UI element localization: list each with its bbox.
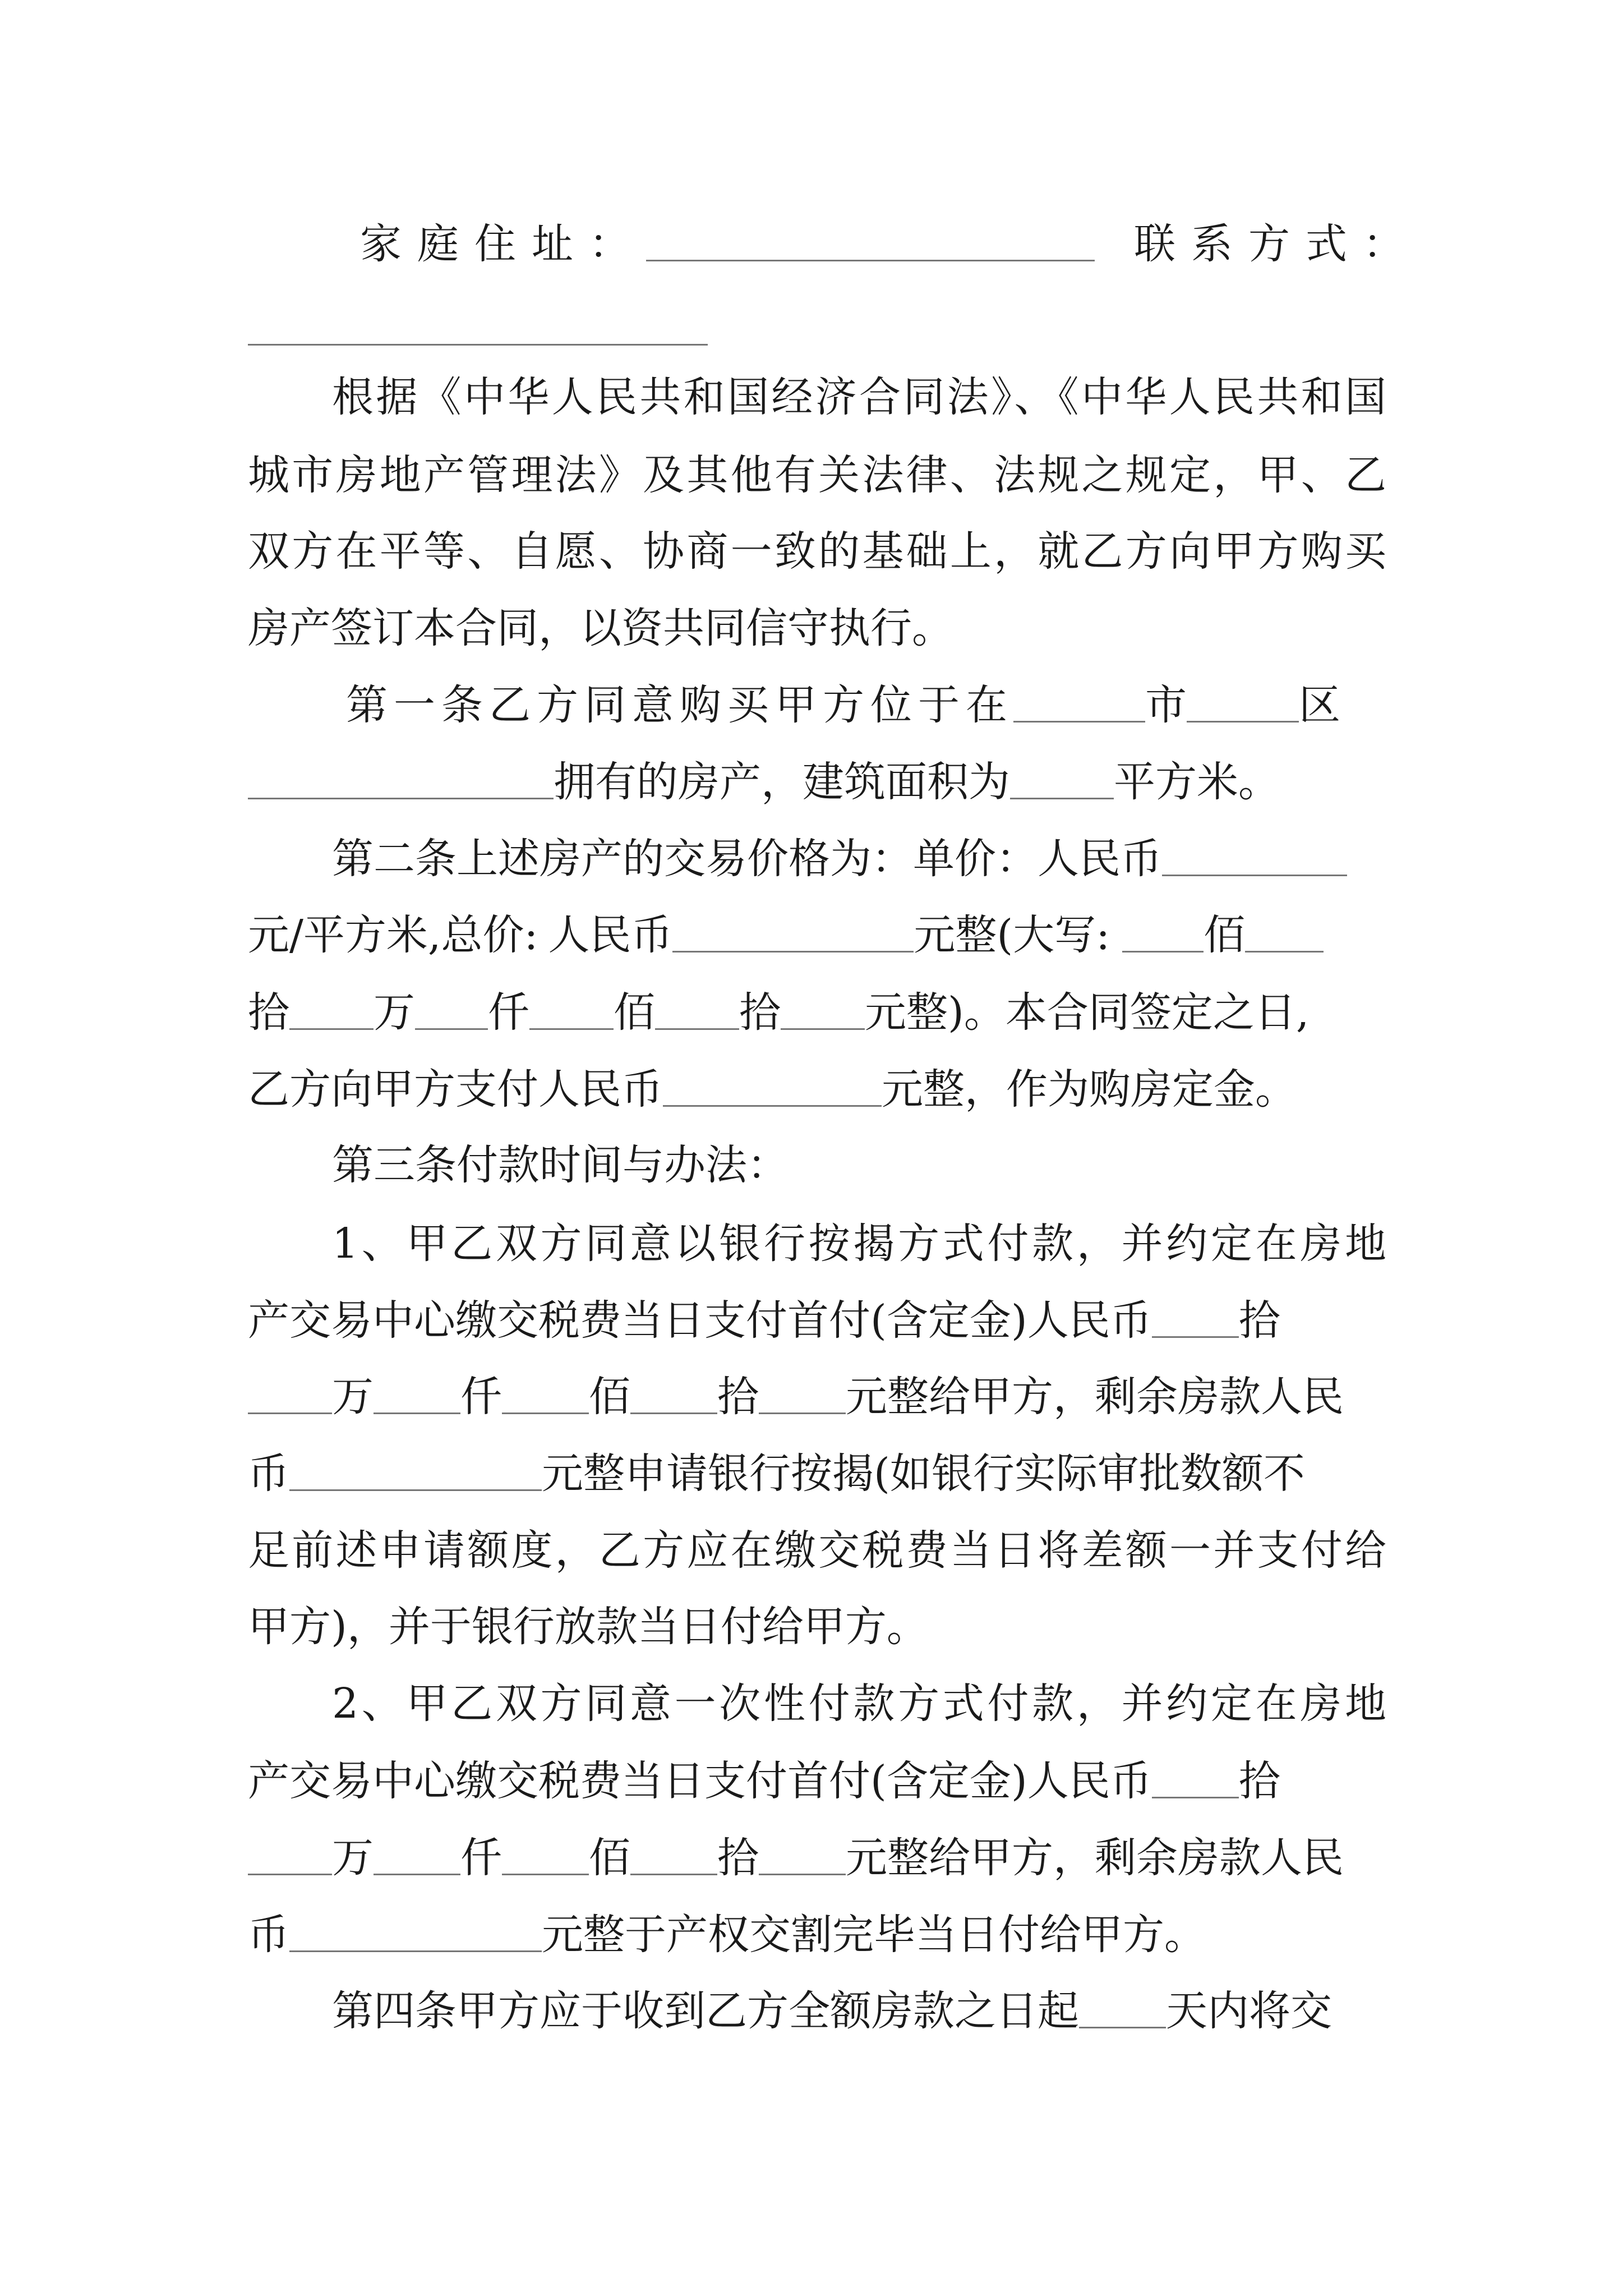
item-2-blank-bai[interactable] <box>502 1840 589 1875</box>
article-2-line-1 <box>248 835 1386 883</box>
unit-price-blank[interactable] <box>1162 841 1347 876</box>
city-label: 市 <box>1145 681 1187 729</box>
item-2-blank-shi[interactable] <box>1152 1763 1239 1798</box>
article-4-line-1 <box>248 1987 1386 2035</box>
qian-label: 仟 <box>488 988 529 1037</box>
deposit-blank[interactable] <box>663 1071 882 1107</box>
item-2-blank-wan[interactable] <box>248 1840 332 1875</box>
contact-row <box>248 220 1420 268</box>
deposit-text-end: 元整，作为购房定金。 <box>882 1065 1297 1114</box>
bai-label: 佰 <box>1204 911 1246 959</box>
contact-blank-row <box>248 307 1386 349</box>
article-2-line-4 <box>248 1065 1386 1114</box>
total-rmb-text: 人民币 <box>548 911 673 959</box>
item-1-qian-label: 仟 <box>460 1373 502 1421</box>
article-1-text-a: 第一条乙方同意购买甲方位于在 <box>346 681 1013 729</box>
location-blank[interactable] <box>248 764 554 799</box>
item-1-mortgage-blank[interactable] <box>289 1456 542 1491</box>
article-1-line-1 <box>248 681 1386 729</box>
area-unit: 平方米。 <box>1114 758 1280 806</box>
item-2-line-4 <box>248 1911 1386 1959</box>
item-2-blank-qian[interactable] <box>374 1840 460 1875</box>
article-1-line-2 <box>248 758 1386 806</box>
contact-label: 联系方式： <box>1134 220 1420 268</box>
item-2-blank-shi2[interactable] <box>630 1840 717 1875</box>
blank-bai[interactable] <box>529 995 614 1030</box>
blank-shi[interactable] <box>655 995 739 1030</box>
shi-label: 拾 <box>248 988 289 1037</box>
wan-label: 万 <box>374 988 415 1037</box>
item-1-blank-qian[interactable] <box>374 1379 460 1414</box>
sign-date-text: 元整)。本合同签定之日, <box>865 988 1310 1037</box>
intro-line-3: 双方在平等、自愿、协商一致的基础上，就乙方向甲方购买 <box>248 527 1386 576</box>
item-1-downpay-text: 产交易中心缴交税费当日支付首付(含定金)人民币 <box>248 1296 1152 1345</box>
article-4-text: 第四条甲方应于收到乙方全额房款之日起 <box>332 1987 1079 2035</box>
blank-bai-1[interactable] <box>1122 917 1204 953</box>
item-2-shi-label: 拾 <box>1238 1757 1280 1805</box>
item-2-bi-label: 币 <box>248 1911 289 1959</box>
item-2-transfer-text: 元整于产权交割完毕当日付给甲方。 <box>542 1911 1206 1959</box>
article-2-text: 第二条上述房产的交易价格为：单价：人民币 <box>332 835 1162 883</box>
address-label: 家庭住址： <box>360 220 646 268</box>
item-1-mortgage-text: 元整申请银行按揭(如银行实际审批数额不 <box>542 1450 1305 1498</box>
area-text: 拥有的房产，建筑面积为 <box>554 758 1010 806</box>
intro-line-4: 房产签订本合同，以资共同信守执行。 <box>248 604 953 652</box>
item-1-bai-label: 佰 <box>589 1373 630 1421</box>
contact-blank[interactable] <box>248 310 708 346</box>
item-2-blank-yuan[interactable] <box>759 1840 846 1875</box>
item-1-line-6: 甲方)，并于银行放款当日付给甲方。 <box>248 1603 928 1651</box>
uppercase-text: 元整(大写: <box>914 911 1110 959</box>
item-1-blank-bai[interactable] <box>502 1379 589 1414</box>
item-1-line-2 <box>248 1296 1386 1345</box>
blank-wan[interactable] <box>289 995 374 1030</box>
shi-label-2: 拾 <box>739 988 781 1037</box>
blank-qian[interactable] <box>415 995 488 1030</box>
item-1-bi-label: 币 <box>248 1450 289 1498</box>
article-3-title <box>248 1141 1386 1189</box>
item-1-wan-label: 万 <box>332 1373 374 1421</box>
item-1-shi-label: 拾 <box>1238 1296 1280 1345</box>
intro-line-2: 城市房地产管理法》及其他有关法律、法规之规定，甲、乙 <box>248 451 1386 499</box>
city-blank[interactable] <box>1013 687 1145 723</box>
item-1-blank-shi2[interactable] <box>630 1379 717 1414</box>
item-1-blank-wan[interactable] <box>248 1379 332 1414</box>
article-2-line-2 <box>248 911 1386 959</box>
item-1-line-5: 足前述申请额度，乙方应在缴交税费当日将差额一并支付给 <box>248 1526 1386 1575</box>
bai-label-2: 佰 <box>614 988 655 1037</box>
area-blank[interactable] <box>1010 764 1114 799</box>
item-1-line-4 <box>248 1450 1386 1498</box>
item-2-bai-label: 佰 <box>589 1834 630 1882</box>
item-1-blank-yuan[interactable] <box>759 1379 846 1414</box>
blank-yuan[interactable] <box>781 995 865 1030</box>
item-2-line-1: 2、甲乙双方同意一次性付款方式付款，并约定在房地 <box>332 1680 1386 1728</box>
blank-end-line-2[interactable] <box>1245 917 1324 953</box>
deposit-text: 乙方向甲方支付人民币 <box>248 1065 663 1114</box>
price-unit-text: 元/平方米,总价: <box>248 911 538 959</box>
article-2-line-3 <box>248 988 1386 1037</box>
address-blank[interactable] <box>646 226 1095 261</box>
item-2-downpay-text: 产交易中心缴交税费当日支付首付(含定金)人民币 <box>248 1757 1152 1805</box>
article-3-title-text: 第三条付款时间与办法： <box>332 1141 789 1189</box>
district-label: 区 <box>1299 681 1340 729</box>
district-blank[interactable] <box>1187 687 1299 723</box>
item-2-line-3 <box>248 1834 1386 1882</box>
item-1-line-3 <box>248 1373 1386 1421</box>
total-price-blank[interactable] <box>672 917 914 953</box>
item-1-line-1: 1、甲乙双方同意以银行按揭方式付款，并约定在房地 <box>332 1220 1386 1268</box>
item-2-wan-label: 万 <box>332 1834 374 1882</box>
days-blank[interactable] <box>1079 1993 1166 2028</box>
item-1-remain-text: 元整给甲方，剩余房款人民 <box>846 1373 1344 1421</box>
item-1-shi-label-2: 拾 <box>717 1373 759 1421</box>
item-2-qian-label: 仟 <box>460 1834 502 1882</box>
item-2-remain-blank[interactable] <box>289 1917 542 1952</box>
item-2-line-2 <box>248 1757 1386 1805</box>
article-4-text-end: 天内将交 <box>1166 1987 1332 2035</box>
intro-line-1: 根据《中华人民共和国经济合同法》、《中华人民共和国 <box>332 373 1386 421</box>
item-2-remain-text: 元整给甲方，剩余房款人民 <box>846 1834 1344 1882</box>
item-2-shi-label-2: 拾 <box>717 1834 759 1882</box>
item-1-blank-shi[interactable] <box>1152 1303 1239 1338</box>
